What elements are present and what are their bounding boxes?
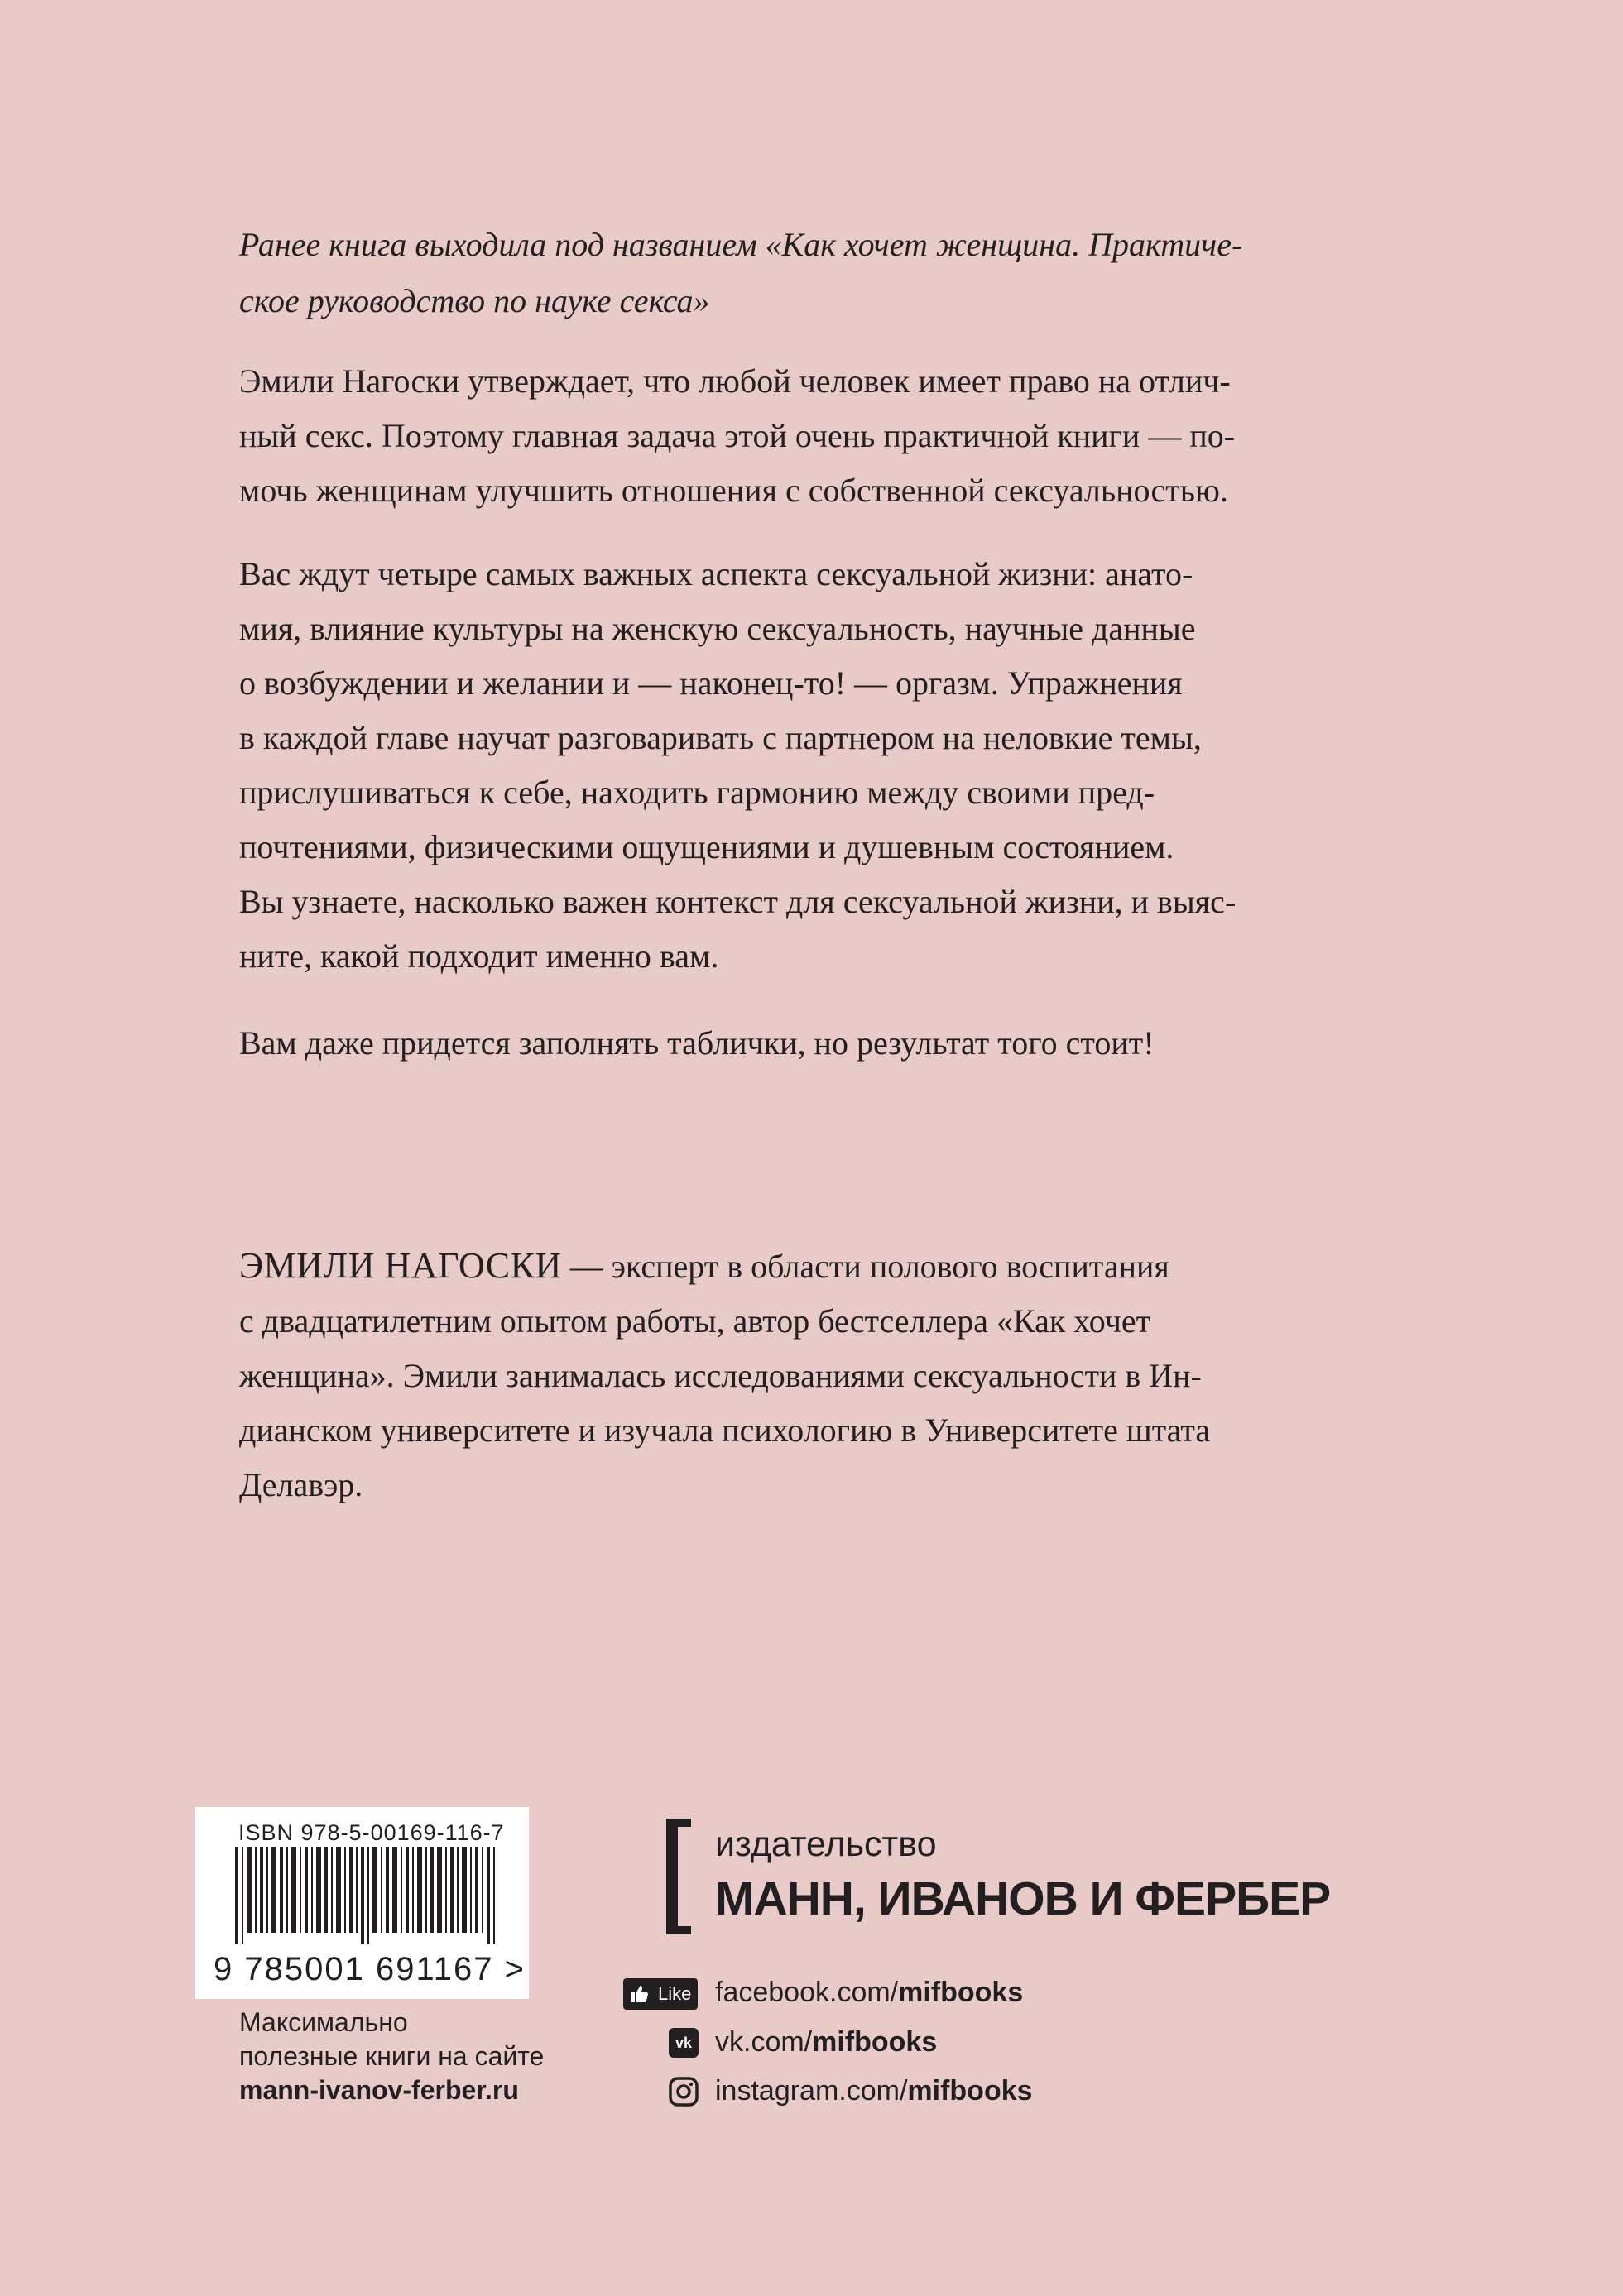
paragraph-line: ный секс. Поэтому главная задача этой очень практичной книги — по-: [239, 417, 1236, 454]
paragraph-line: о возбуждении и желании и — наконец-то! — оргазм. Упражнения: [239, 664, 1183, 702]
vk-handle: mifbooks: [812, 2026, 938, 2058]
paragraph-line: ните, какой подходит именно вам.: [239, 937, 719, 975]
author-name: ЭМИЛИ НАГОСКИ: [239, 1245, 562, 1286]
paragraph-line: мочь женщинам улучшить отношения с собственной сексуальностью.: [239, 472, 1228, 509]
author-bio: [239, 1239, 1332, 1512]
facebook-link[interactable]: [715, 1977, 1023, 2009]
paragraph-1: [239, 354, 1332, 518]
vk-icon: vk: [669, 2028, 699, 2058]
vk-link[interactable]: [715, 2026, 937, 2059]
instagram-icon: [669, 2077, 699, 2107]
like-label: Like: [658, 1983, 692, 2004]
publisher-bracket-logo: [666, 1819, 678, 1934]
author-bio-line: с двадцатилетним опытом работы, автор бестселлера «Как хочет: [239, 1302, 1151, 1340]
website-block: [239, 2006, 544, 2107]
website-tagline-line: полезные книги на сайте: [239, 2041, 545, 2071]
instagram-link[interactable]: [715, 2075, 1033, 2107]
author-bio-line: [239, 1239, 1332, 1294]
paragraph-line: Вас ждут четыре самых важных аспекта сексуальной жизни: анато-: [239, 555, 1193, 592]
paragraph-line: почтениями, физическими ощущениями и душевным состоянием.: [239, 828, 1174, 865]
thumbs-up-icon: [630, 1984, 650, 2004]
paragraph-line: Вы узнаете, насколько важен контекст для сексуальной жизни, и выяс-: [239, 883, 1236, 920]
vk-prefix: vk.com/: [715, 2026, 813, 2058]
isbn-number: ISBN 978-5-00169-116-7: [238, 1820, 505, 1845]
intro-line: ское руководство по науке секса»: [239, 282, 710, 319]
author-bio-line: женщина». Эмили занималась исследованиями сексуальности в Ин-: [239, 1357, 1202, 1394]
facebook-handle: mifbooks: [898, 1977, 1024, 2008]
paragraph-line: прислушиваться к себе, находить гармонию между своими пред-: [239, 774, 1155, 811]
barcode-bars-icon: [235, 1847, 508, 1944]
author-bio-line: дианском университете и изучала психологию в Университете штата: [239, 1412, 1211, 1449]
barcode-digits: 9 785001 691167 >: [214, 1951, 526, 1987]
paragraph-line: Эмили Нагоски утверждает, что любой человек имеет право на отлич-: [239, 362, 1231, 400]
author-bio-line: Делавэр.: [239, 1466, 363, 1503]
intro-line: Ранее книга выходила под названием «Как хочет женщина. Практиче-: [239, 226, 1243, 263]
publisher-name: МАНН, ИВАНОВ И ФЕРБЕР: [715, 1872, 1331, 1925]
paragraph-line: Вам даже придется заполнять таблички, но результат того стоит!: [239, 1024, 1155, 1062]
paragraph-line: в каждой главе научат разговаривать с партнером на неловкие темы,: [239, 719, 1202, 756]
isbn-barcode: [195, 1807, 529, 1999]
publisher-label: издательство: [715, 1824, 937, 1864]
instagram-handle: mifbooks: [907, 2075, 1033, 2107]
website-tagline-line: Максимально: [239, 2007, 408, 2037]
instagram-prefix: instagram.com/: [715, 2075, 908, 2107]
paragraph-2: [239, 547, 1332, 984]
paragraph-line: мия, влияние культуры на женскую сексуальность, научные данные: [239, 610, 1196, 647]
intro-note: [239, 217, 1332, 329]
facebook-prefix: facebook.com/: [715, 1977, 899, 2008]
website-url[interactable]: mann-ivanov-ferber.ru: [239, 2075, 519, 2105]
paragraph-3: [239, 1016, 1332, 1071]
facebook-like-icon: [623, 1978, 698, 2010]
author-bio-text: — эксперт в области полового воспитания: [561, 1248, 1169, 1285]
